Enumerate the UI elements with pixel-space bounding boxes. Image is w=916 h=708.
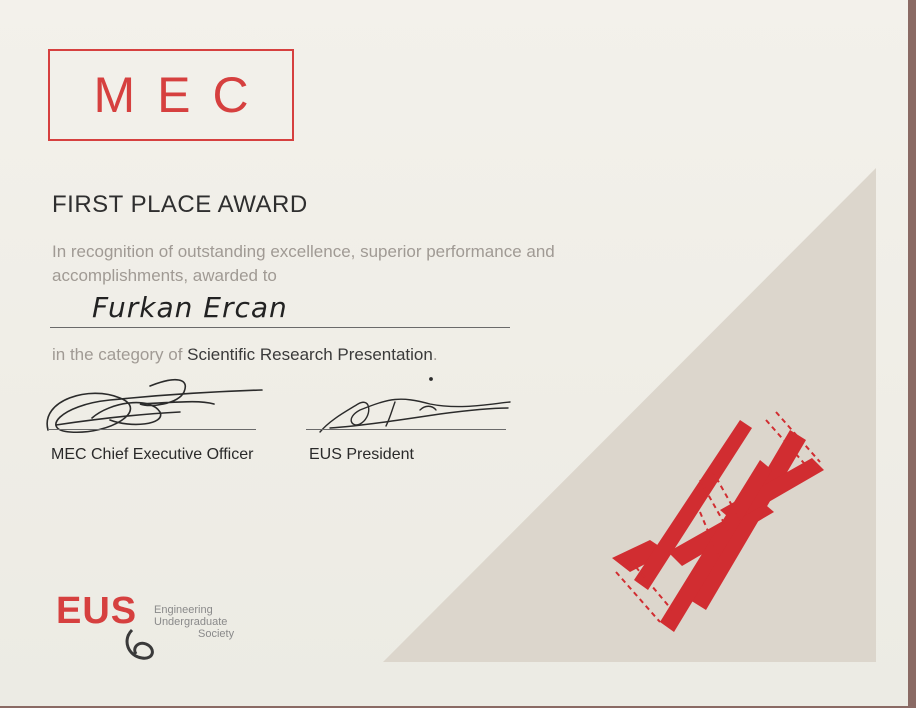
award-title: FIRST PLACE AWARD <box>52 191 308 218</box>
eus-name-line-1: Engineering <box>154 604 213 616</box>
recipient-name: Furkan Ercan <box>92 291 288 324</box>
category-suffix: . <box>432 345 438 364</box>
president-title: EUS President <box>309 446 414 463</box>
ceo-title: MEC Chief Executive Officer <box>51 446 254 463</box>
mec-logo-text: MEC <box>93 67 271 123</box>
recognition-line-1: In recognition of outstanding excellence, superior performance and <box>52 242 555 261</box>
eus-name-line-2: Undergraduate <box>154 616 228 628</box>
eus-logo-mark: EUS <box>56 590 138 632</box>
category-prefix: in the category of <box>52 345 188 364</box>
category-name: Scientific Research Presentation <box>187 345 433 364</box>
eus-name-line-3: Society <box>198 628 235 640</box>
recognition-line-2: accomplishments, awarded to <box>52 266 277 285</box>
